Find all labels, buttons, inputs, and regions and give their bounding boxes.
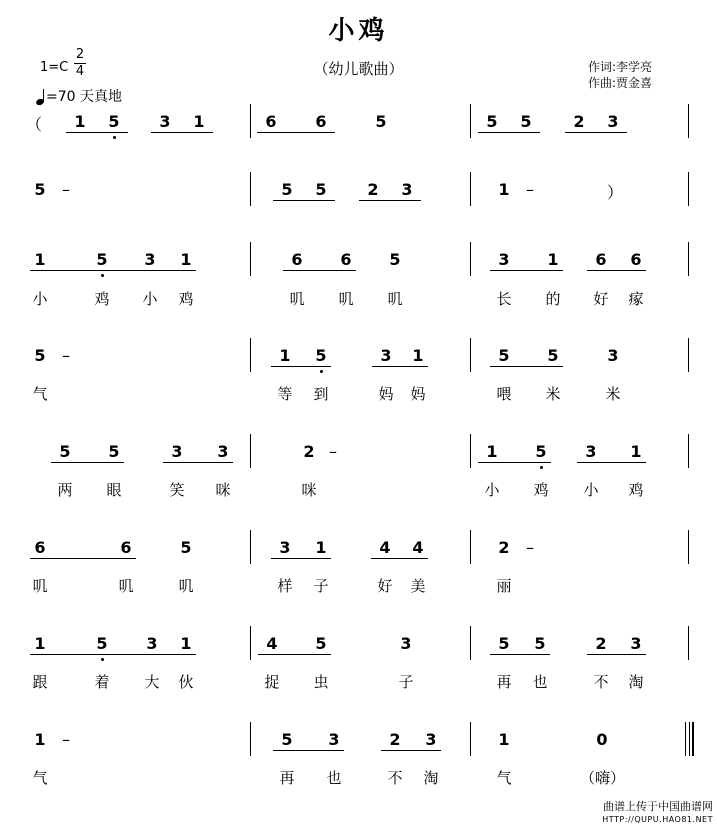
open-paren: （ [26,115,43,134]
note: 5 [547,346,559,365]
note: 6 [120,538,132,557]
bar-line [470,338,471,372]
beam-underline [490,270,563,271]
note: 5 [535,442,547,461]
lyric: 叽 [32,577,48,595]
bar-line [685,722,686,756]
lyric: 小 [484,481,500,499]
low-octave-dot [101,274,104,277]
note: 2 [498,538,510,557]
beam-underline [30,558,136,559]
note: 5 [315,180,327,199]
note: 4 [379,538,391,557]
note: 3 [401,180,413,199]
note: 3 [607,112,619,131]
bar-line [250,626,251,660]
note: 1 [34,634,46,653]
note: 3 [171,442,183,461]
note: 5 [281,180,293,199]
bar-line [250,434,251,468]
note: 1 [547,250,559,269]
note: 6 [595,250,607,269]
lyric: 不 [593,673,609,691]
quarter-note-icon [36,91,46,105]
lyric: 咪 [215,481,231,499]
lyric: 气 [32,769,48,787]
song-subtitle: （幼儿歌曲） [313,60,404,78]
bar-line [470,434,471,468]
note: 5 [96,250,108,269]
low-octave-dot [113,136,116,139]
note: 6 [34,538,46,557]
note: 2 [389,730,401,749]
lyric: 子 [313,577,329,595]
lyric: 丽 [496,577,512,595]
lyric: 美 [410,577,426,595]
lyric: （嗨） [580,769,626,787]
lyric: 喂 [496,385,512,403]
close-paren: ） [607,183,624,202]
bar-line [250,722,251,756]
lyric: 叽 [387,290,403,308]
lyric: 叽 [178,577,194,595]
lyric: 不 [387,769,403,787]
note: 3 [279,538,291,557]
lyric: 瘃 [628,290,644,308]
note: 5 [34,180,46,199]
note: 5 [520,112,532,131]
note: 5 [96,634,108,653]
bar-line [688,530,689,564]
beam-underline [66,132,128,133]
beam-underline [381,750,441,751]
note: 6 [630,250,642,269]
note: 6 [291,250,303,269]
lyric: 妈 [410,385,426,403]
beam-underline [258,654,331,655]
bar-line [470,104,471,138]
note: 1 [74,112,86,131]
note: 6 [340,250,352,269]
beam-underline [371,558,428,559]
note: 3 [585,442,597,461]
beam-underline [577,462,646,463]
beam-underline [30,654,196,655]
note: 1 [180,250,192,269]
note: 2 [367,180,379,199]
bar-line [688,104,689,138]
bar-line [470,530,471,564]
note: 2 [595,634,607,653]
bar-line [688,434,689,468]
note: 5 [534,634,546,653]
lyric: 伙 [178,673,194,691]
beam-underline [271,366,331,367]
note: 5 [281,730,293,749]
beam-underline [51,462,124,463]
note: 6 [265,112,277,131]
note: 5 [34,346,46,365]
bar-line [250,242,251,276]
note: 1 [498,730,510,749]
note: 5 [59,442,71,461]
note: 4 [412,538,424,557]
bar-line [689,722,690,756]
lyric: 捉 [264,673,280,691]
lyric: 两 [57,481,73,499]
time-signature [74,48,86,79]
note: 5 [108,112,120,131]
note: 1 [193,112,205,131]
note: 2 [573,112,585,131]
note: 3 [380,346,392,365]
note: 5 [498,346,510,365]
note: 3 [498,250,510,269]
song-title: 小鸡 [328,16,389,46]
lyric: 叽 [338,290,354,308]
lyric: 小 [32,290,48,308]
beam-underline [478,462,551,463]
note: 1 [412,346,424,365]
beam-underline [257,132,335,133]
time-signature-bottom: 4 [75,64,85,79]
note: 4 [266,634,278,653]
beam-underline [271,558,331,559]
lyric: 好 [377,577,393,595]
sustain-dash: – [62,180,70,199]
lyric: 的 [545,290,561,308]
lyric: 叽 [289,290,305,308]
lyric: 米 [545,385,561,403]
note: 1 [279,346,291,365]
note: 5 [498,634,510,653]
lyric: 眼 [106,481,122,499]
note: 1 [498,180,510,199]
beam-underline [587,270,646,271]
lyric: 鸡 [628,481,644,499]
note: 3 [146,634,158,653]
sustain-dash: – [526,180,534,199]
bar-line [470,626,471,660]
note: 1 [34,250,46,269]
beam-underline [273,750,344,751]
beam-underline [359,200,421,201]
note: 3 [425,730,437,749]
bar-line [250,172,251,206]
beam-underline [163,462,233,463]
lyric: 鸡 [533,481,549,499]
bar-line [470,722,471,756]
sustain-dash: – [62,730,70,749]
beam-underline [587,654,646,655]
beam-underline [490,366,563,367]
key-signature: 1=C [40,60,69,75]
bar-line [688,626,689,660]
lyric: 淘 [423,769,439,787]
note: 1 [180,634,192,653]
footer-line-1: 曲谱上传于中国曲谱网 [603,800,713,813]
lyric: 再 [279,769,295,787]
beam-underline [283,270,356,271]
note: 1 [486,442,498,461]
note: 5 [315,634,327,653]
note: 5 [389,250,401,269]
lyric: 叽 [118,577,134,595]
lyric: 也 [326,769,342,787]
bar-line [688,242,689,276]
bar-line [688,338,689,372]
time-signature-top: 2 [75,47,85,62]
lyric: 样 [277,577,293,595]
beam-underline [490,654,550,655]
bar-line [470,242,471,276]
note: 5 [375,112,387,131]
beam-underline [30,270,196,271]
sustain-dash: – [62,346,70,365]
lyric: 大 [144,673,160,691]
lyricist-credit: 作词:李学亮 [588,60,653,74]
note: 0 [596,730,608,749]
lyric: 子 [398,673,414,691]
footer-line-2: HTTP://QUPU.HAO81.NET [602,815,713,824]
lyric: 鸡 [178,290,194,308]
note: 1 [630,442,642,461]
bar-line [692,722,694,756]
low-octave-dot [540,466,543,469]
bar-line [250,530,251,564]
beam-underline [565,132,627,133]
low-octave-dot [101,658,104,661]
note: 3 [159,112,171,131]
lyric: 好 [593,290,609,308]
composer-credit: 作曲:贾金喜 [588,76,653,90]
bar-line [688,172,689,206]
lyric: 小 [142,290,158,308]
lyric: 等 [277,385,293,403]
lyric: 虫 [313,673,329,691]
lyric: 气 [32,385,48,403]
tempo-marking [36,86,122,106]
lyric: 气 [496,769,512,787]
lyric: 妈 [378,385,394,403]
lyric: 着 [94,673,110,691]
beam-underline [478,132,540,133]
sustain-dash: – [526,538,534,557]
sustain-dash: – [329,442,337,461]
note: 1 [34,730,46,749]
lyric: 笑 [169,481,185,499]
lyric: 鸡 [94,290,110,308]
note: 5 [108,442,120,461]
note: 3 [328,730,340,749]
note: 3 [607,346,619,365]
beam-underline [273,200,335,201]
note: 5 [486,112,498,131]
lyric: 也 [532,673,548,691]
note: 3 [630,634,642,653]
note: 5 [180,538,192,557]
footer-watermark [602,800,713,826]
lyric: 再 [496,673,512,691]
bar-line [250,338,251,372]
lyric: 到 [313,385,329,403]
note: 3 [400,634,412,653]
beam-underline [372,366,428,367]
beam-underline [151,132,213,133]
tempo-text: =70 天真地 [46,89,122,105]
note: 3 [144,250,156,269]
note: 1 [315,538,327,557]
bar-line [250,104,251,138]
note: 5 [315,346,327,365]
low-octave-dot [320,370,323,373]
lyric: 米 [605,385,621,403]
lyric: 长 [496,290,512,308]
bar-line [470,172,471,206]
note: 6 [315,112,327,131]
lyric: 咪 [301,481,317,499]
lyric: 小 [583,481,599,499]
note: 3 [217,442,229,461]
note: 2 [303,442,315,461]
lyric: 淘 [628,673,644,691]
lyric: 跟 [32,673,48,691]
